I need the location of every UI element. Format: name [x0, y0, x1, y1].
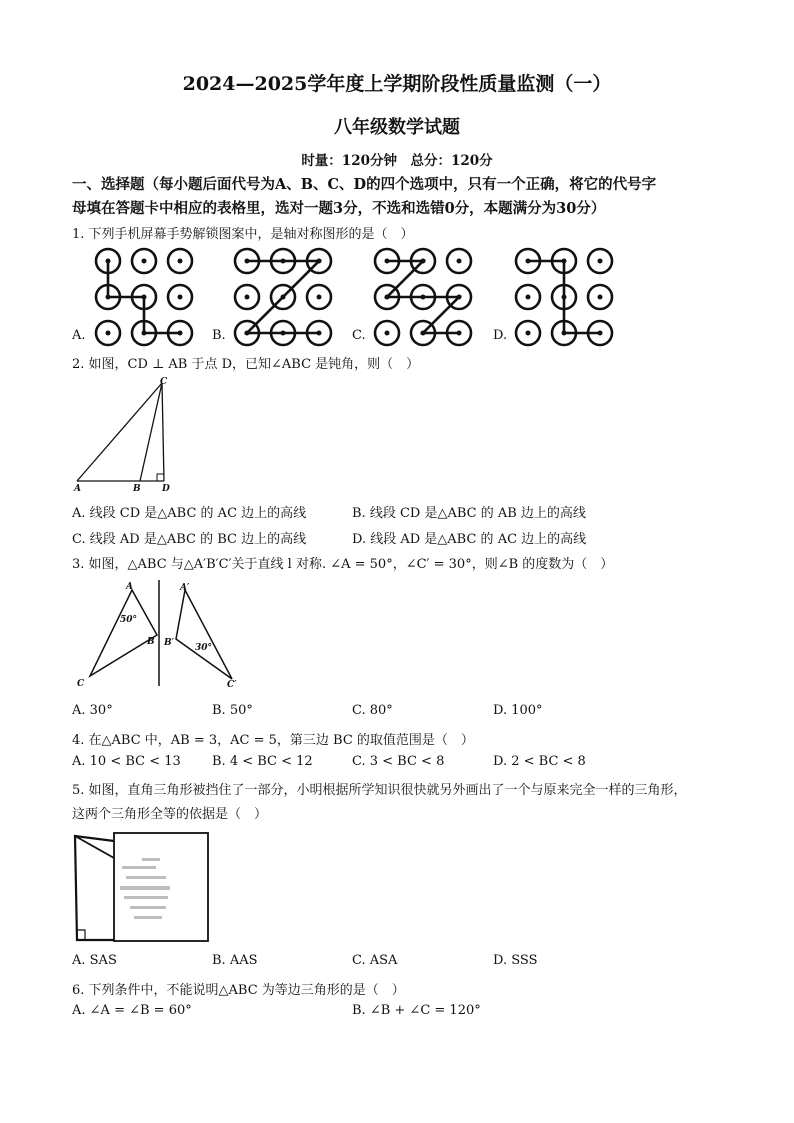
question-1-option-c: C. [352, 328, 366, 343]
question-3-option-b: B. 50° [212, 703, 253, 718]
fig3-label-a-prime: A′ [180, 583, 190, 593]
question-6-stem: 6. 下列条件中，不能说明△ABC 为等边三角形的是（ ） [72, 983, 405, 998]
lock-pattern-b [233, 247, 333, 342]
question-6-option-b: B. ∠B + ∠C = 120° [352, 1003, 481, 1018]
exam-meta: 时量：120分钟 总分：120分 [301, 153, 493, 169]
question-3-option-c: C. 80° [352, 703, 393, 718]
question-1-option-d: D. [493, 328, 508, 343]
question-2-option-d: D. 线段 AD 是△ABC 的 AC 边上的高线 [352, 532, 587, 547]
question-4-option-d: D. 2 < BC < 8 [493, 754, 586, 769]
question-3-option-d: D. 100° [493, 703, 543, 718]
fig2-label-d: D [162, 484, 170, 494]
question-2-option-c: C. 线段 AD 是△ABC 的 BC 边上的高线 [72, 532, 307, 547]
question-1-option-a: A. [72, 328, 86, 343]
question-2-option-a: A. 线段 CD 是△ABC 的 AC 边上的高线 [72, 506, 307, 521]
section-instructions-line1: 一、选择题（每小题后面代号为A、B、C、D的四个选项中，只有一个正确，将它的代号字 [72, 176, 657, 193]
question-4-stem: 4. 在△ABC 中，AB = 3，AC = 5，第三边 BC 的取值范围是（ ） [72, 733, 474, 748]
fig3-label-c-prime: C′ [227, 680, 237, 690]
question-3-symmetry-figure [72, 578, 252, 690]
question-5-option-b: B. AAS [212, 953, 258, 968]
fig3-label-b-prime: B′ [164, 638, 174, 648]
lock-pattern-d [514, 247, 614, 342]
question-5-option-c: C. ASA [352, 953, 398, 968]
question-4-option-a: A. 10 < BC < 13 [72, 754, 181, 769]
question-6-option-a: A. ∠A = ∠B = 60° [72, 1003, 192, 1018]
exam-title: 2024—2025学年度上学期阶段性质量监测（一） [182, 73, 612, 95]
fig3-label-a: A [126, 582, 133, 592]
fig3-angle-50: 50° [120, 615, 138, 625]
question-5-stem: 5. 如图，直角三角形被挡住了一部分，小明根据所学知识很快就另外画出了一个与原来完全一样的三角形， [72, 783, 687, 798]
section-instructions-line2: 母填在答题卡中相应的表格里，选对一题3分，不选和选错0分，本题满分为30分） [72, 200, 606, 217]
fig3-label-c: C [77, 679, 85, 689]
question-3-stem: 3. 如图，△ABC 与△A′B′C′关于直线 l 对称. ∠A = 50°，∠C′ = 30°，则∠B 的度数为（ ） [72, 557, 614, 572]
fig2-label-b: B [133, 484, 141, 494]
question-2-stem: 2. 如图，CD ⊥ AB 于点 D，已知∠ABC 是钝角，则（ ） [72, 357, 420, 372]
fig3-label-b: B [147, 637, 155, 647]
exam-subtitle: 八年级数学试题 [334, 117, 460, 138]
fig2-label-c: C [160, 377, 168, 387]
fig3-angle-30: 30° [195, 643, 213, 653]
question-4-option-c: C. 3 < BC < 8 [352, 754, 445, 769]
lock-pattern-c [373, 247, 473, 342]
question-5-occluded-triangle-figure [72, 828, 212, 948]
lock-pattern-a [94, 247, 194, 342]
question-4-option-b: B. 4 < BC < 12 [212, 754, 313, 769]
question-2-option-b: B. 线段 CD 是△ABC 的 AB 边上的高线 [352, 506, 586, 521]
question-3-option-a: A. 30° [72, 703, 113, 718]
question-5-option-d: D. SSS [493, 953, 538, 968]
question-5-stem-cont: 这两个三角形全等的依据是（ ） [72, 807, 268, 822]
question-2-triangle-figure [72, 374, 182, 492]
question-1-option-b: B. [212, 328, 226, 343]
question-5-option-a: A. SAS [72, 953, 117, 968]
question-1-stem: 1. 下列手机屏幕手势解锁图案中，是轴对称图形的是（ ） [72, 227, 414, 242]
fig2-label-a: A [74, 484, 81, 494]
